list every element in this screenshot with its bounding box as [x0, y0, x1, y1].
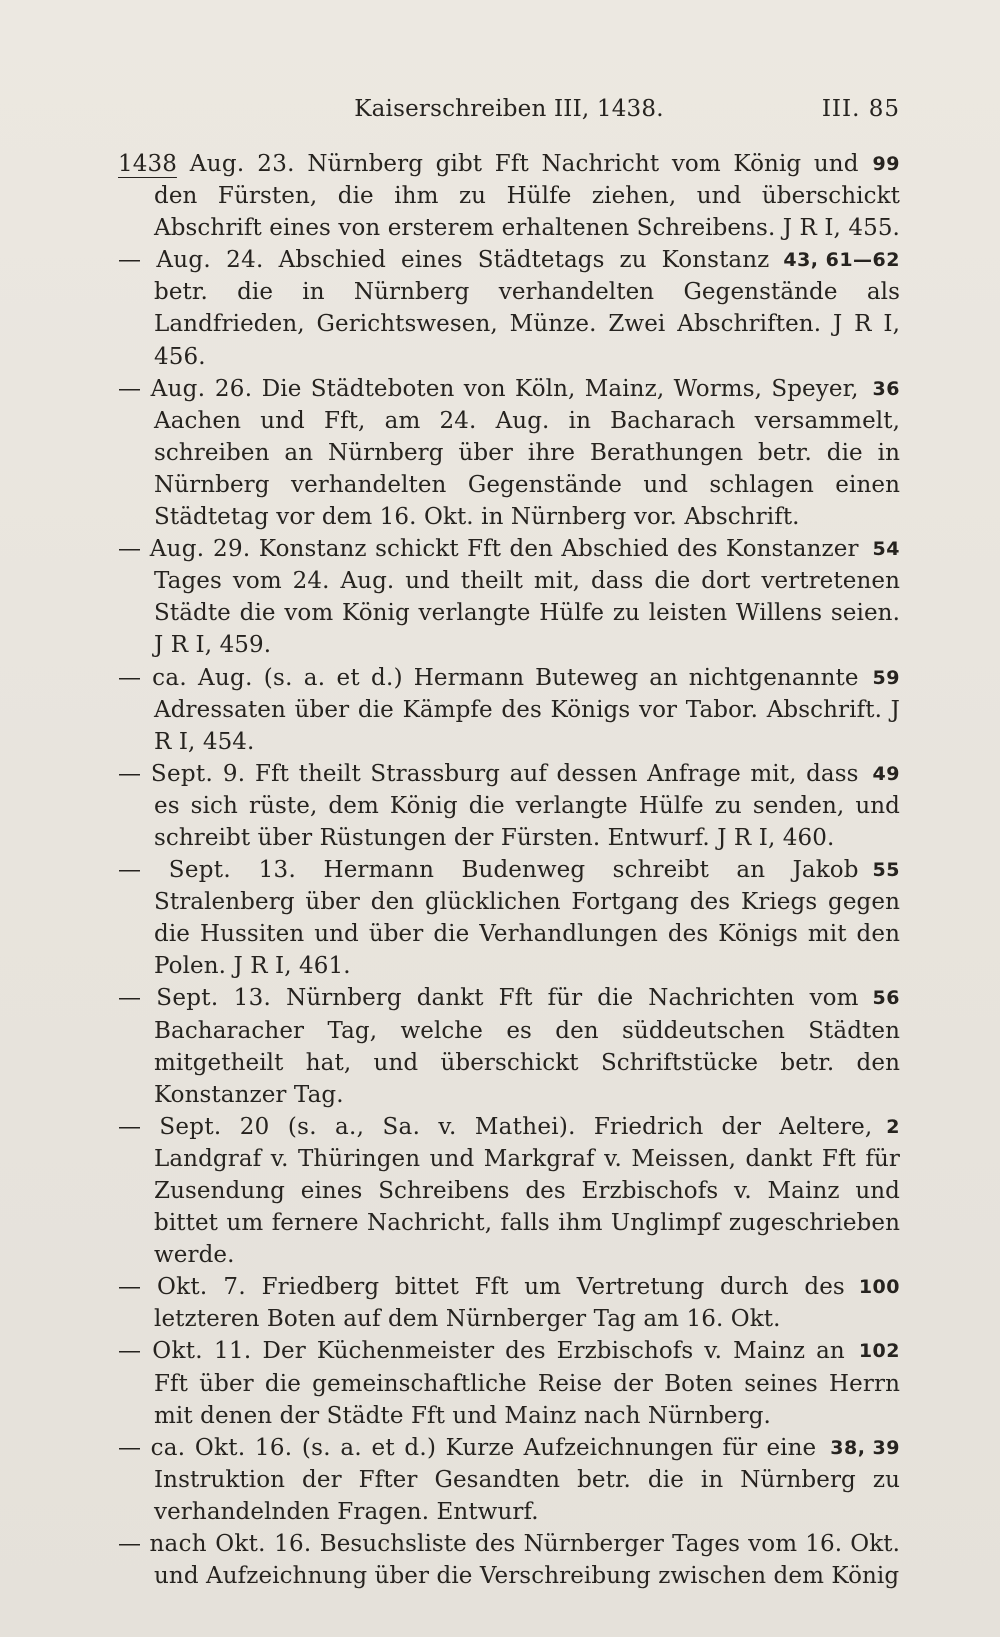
entry-reference-number: 36	[872, 377, 900, 400]
entry-text: Besuchsliste des Nürnberger Tages vom 16. Okt. und Aufzeichnung über die Verschreibung zwischen dem König	[154, 1531, 900, 1590]
entry-date: Sept. 13.	[141, 857, 297, 884]
entry-date: Sept. 20 (s. a., Sa. v. Mathei).	[141, 1113, 576, 1140]
entry-text: Konstanz schickt Fft den Abschied des Konstanzer Tages vom 24. Aug. und theilt mit, dass die dort vertretenen Städte die vom König verlangte Hülfe zu leisten Willens seien. J R I, 459.	[154, 536, 900, 659]
entry-reference-number: 102	[858, 1340, 900, 1363]
entry-text: Der Küchenmeister des Erzbischofs v. Mainz an Fft über die gemeinschaftliche Reise der Boten seines Herrn mit denen der Städte Fft und Mainz nach Nürnberg.	[154, 1338, 900, 1429]
register-entry	[118, 1335, 900, 1431]
running-title: Kaiserschreiben III, 1438.	[354, 96, 664, 122]
entry-reference-number: 59	[872, 666, 900, 689]
entry-date: Sept. 13.	[141, 985, 272, 1012]
entry-year-prefix: —	[118, 1531, 142, 1558]
entry-date: ca. Okt. 16. (s. a. et d.)	[141, 1434, 437, 1461]
entry-year-prefix: 1438	[118, 151, 177, 177]
register-entry	[118, 373, 900, 533]
entry-year-prefix: —	[118, 760, 142, 787]
entry-date: nach Okt. 16.	[141, 1531, 312, 1558]
entry-year-prefix: —	[118, 375, 142, 402]
entry-text: Friedrich der Aeltere, Landgraf v. Thüringen und Markgraf v. Meissen, dankt Fft für Zusendung eines Schreibens des Erzbischofs v. Mainz und bittet um fernere Nachricht, falls ihm Unglimpf zugeschrieben werde.	[154, 1113, 900, 1269]
entry-date: ca. Aug. (s. a. et d.)	[141, 664, 403, 691]
entry-text: Nürnberg dankt Fft für die Nachrichten vom Bacharacher Tag, welche es den süddeutschen Städten mitgetheilt hat, und überschickt Schriftstücke betr. den Konstanzer Tag.	[154, 985, 900, 1108]
entry-year-prefix: —	[118, 664, 142, 691]
register-entry	[118, 148, 900, 244]
entry-year-prefix: —	[118, 1338, 142, 1365]
entry-year-prefix: —	[118, 1113, 142, 1140]
entry-date: Aug. 24.	[141, 247, 264, 274]
entry-date: Aug. 23.	[176, 151, 295, 177]
register-entry	[118, 1111, 900, 1271]
entry-reference-number: 49	[872, 762, 900, 785]
entry-year-prefix: —	[118, 247, 142, 274]
register-entry	[118, 758, 900, 854]
register-entry	[118, 1528, 900, 1592]
entry-text: Kurze Aufzeichnungen für eine Instruktion der Ffter Gesandten betr. die in Nürnberg zu verhandelnden Fragen. Entwurf.	[154, 1434, 900, 1525]
register-entry	[118, 662, 900, 758]
register-entry	[118, 1271, 900, 1335]
entry-text: Hermann Budenweg schreibt an Jakob Stralenberg über den glücklichen Fortgang des Kriegs gegen die Hussiten und über die Verhandlungen des Königs mit den Polen. J R I, 461.	[154, 857, 900, 980]
entry-reference-number: 56	[872, 987, 900, 1010]
entry-year-prefix: —	[118, 857, 142, 884]
register-entry	[118, 982, 900, 1110]
page-number: III. 85	[821, 96, 900, 122]
entry-date: Aug. 26.	[141, 375, 253, 402]
register-entry	[118, 854, 900, 982]
entry-year-prefix: —	[118, 1274, 142, 1301]
entry-reference-number: 55	[872, 859, 900, 882]
entry-text: Hermann Buteweg an nichtgenannte Adressaten über die Kämpfe des Königs vor Tabor. Abschrift. J R I, 454.	[154, 664, 900, 755]
entry-year-prefix: —	[118, 985, 142, 1012]
entry-date: Okt. 7.	[141, 1274, 246, 1301]
entry-text: Nürnberg gibt Fft Nachricht vom König und den Fürsten, die ihm zu Hülfe ziehen, und überschickt Abschrift eines von ersterem erhaltenen Schreibens. J R I, 455.	[154, 151, 900, 242]
entry-date: Aug. 29.	[141, 536, 251, 563]
register-entry	[118, 1432, 900, 1528]
register-entries	[118, 148, 900, 1592]
entry-text: Die Städteboten von Köln, Mainz, Worms, Speyer, Aachen und Fft, am 24. Aug. in Bacharach versammelt, schreiben an Nürnberg über ihre Berathungen betr. die in Nürnberg verhandelten Gegenstände und schlagen einen Städtetag vor dem 16. Okt. in Nürnberg vor. Abschrift.	[154, 375, 900, 531]
register-entry	[118, 244, 900, 372]
entry-reference-number: 2	[886, 1115, 900, 1138]
entry-year-prefix: —	[118, 536, 142, 563]
entry-text: Fft theilt Strassburg auf dessen Anfrage mit, dass es sich rüste, dem König die verlangte Hülfe zu senden, und schreibt über Rüstungen der Fürsten. Entwurf. J R I, 460.	[154, 760, 900, 851]
entry-date: Sept. 9.	[141, 760, 246, 787]
entry-reference-number: 100	[858, 1276, 900, 1299]
entry-reference-number: 43, 61—62	[783, 249, 900, 272]
entry-text: Friedberg bittet Fft um Vertretung durch des letzteren Boten auf dem Nürnberger Tag am 16. Okt.	[154, 1274, 845, 1333]
page-header	[118, 92, 900, 126]
entry-reference-number: 99	[872, 153, 900, 175]
register-entry	[118, 533, 900, 661]
entry-text: Abschied eines Städtetags zu Konstanz betr. die in Nürnberg verhandelten Gegenstände als Landfrieden, Gerichtswesen, Münze. Zwei Abschriften. J R I, 456.	[154, 247, 900, 370]
entry-date: Okt. 11.	[141, 1338, 252, 1365]
entry-reference-number: 54	[872, 538, 900, 561]
entry-reference-number: 38, 39	[830, 1436, 900, 1459]
entry-year-prefix: —	[118, 1434, 142, 1461]
